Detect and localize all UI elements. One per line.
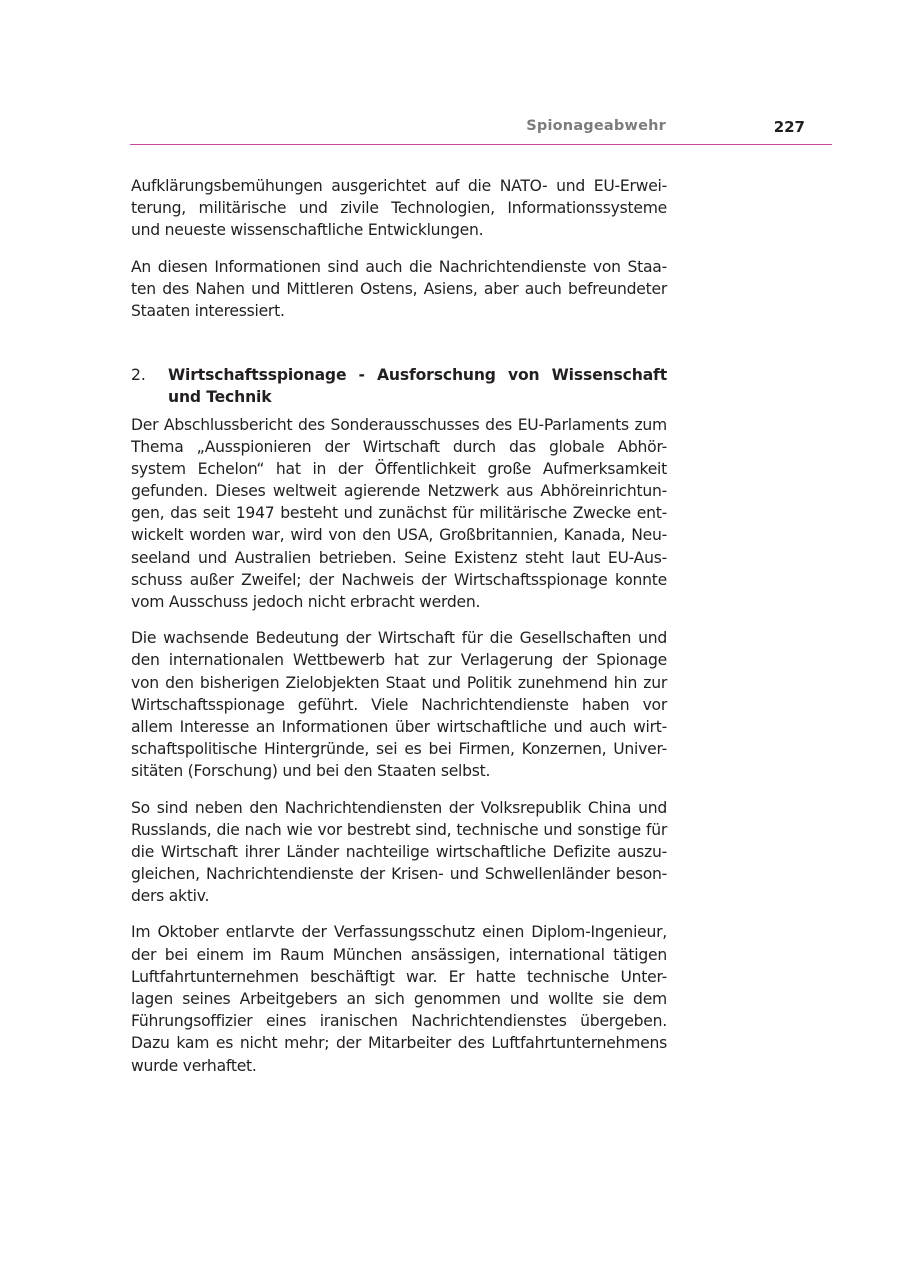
text-line: und neueste wissenschaftliche Entwicklungen. — [131, 221, 484, 240]
text-line: Russlands, die nach wie vor bestrebt sind, technische und sonstige für — [131, 820, 667, 839]
text-line: sitäten (Forschung) und bei den Staaten selbst. — [131, 762, 491, 781]
text-line: von den bisherigen Zielobjekten Staat und Politik zunehmend hin zur — [131, 673, 667, 692]
text-line: So sind neben den Nachrichtendiensten der Volksrepublik China und — [131, 798, 667, 817]
text-line: die Wirtschaft ihrer Länder nachteilige wirtschaftliche Defizite auszu- — [131, 842, 667, 861]
section-title — [168, 364, 667, 408]
text-line: Der Abschlussbericht des Sonderausschusses des EU-Parlaments zum — [131, 415, 667, 434]
page-body — [131, 175, 667, 1091]
text-line: vom Ausschuss jedoch nicht erbracht werden. — [131, 593, 481, 611]
text-line: terung, militärische und zivile Technologien, Informationssysteme — [131, 199, 667, 218]
page-number: 227 — [773, 118, 805, 136]
text-line: Luftfahrtunternehmen beschäftigt war. Er hatte technische Unter- — [131, 967, 667, 986]
text-line: Wirtschaftsspionage geführt. Viele Nachrichtendienste haben vor — [131, 695, 667, 714]
text-line: Im Oktober entlarvte der Verfassungsschutz einen Diplom-Ingenieur, — [131, 923, 667, 942]
text-line: der bei einem im Raum München ansässigen, international tätigen — [131, 945, 667, 964]
text-line: wickelt worden war, wird von den USA, Großbritannien, Kanada, Neu- — [131, 526, 667, 545]
paragraph — [131, 797, 667, 908]
text-line: Aufklärungsbemühungen ausgerichtet auf die NATO- und EU-Erwei- — [131, 177, 667, 195]
intro-paragraphs — [131, 175, 667, 322]
running-header — [130, 118, 832, 145]
paragraph — [131, 414, 667, 614]
running-header-section-title: Spionageabwehr — [526, 118, 666, 134]
text-line: lagen seines Arbeitgebers an sich genommen und wollte sie dem — [131, 990, 667, 1008]
text-line: schuss außer Zweifel; der Nachweis der Wirtschaftsspionage konnte — [131, 570, 667, 589]
text-line: An diesen Informationen sind auch die Nachrichtendienste von Staa- — [131, 257, 667, 276]
section-heading — [131, 364, 667, 408]
text-line: schaftspolitische Hintergründe, sei es bei Firmen, Konzernen, Univer- — [131, 740, 667, 759]
section-paragraphs — [131, 414, 667, 1077]
text-line: Dazu kam es nicht mehr; der Mitarbeiter des Luftfahrtunternehmens — [131, 1034, 667, 1053]
text-line: Wirtschaftsspionage - Ausforschung von Wissenschaft — [168, 366, 667, 385]
text-line: ders aktiv. — [131, 887, 210, 906]
text-line: gefunden. Dieses weltweit agierende Netzwerk aus Abhöreinrichtun- — [131, 482, 667, 501]
paragraph — [131, 627, 667, 782]
text-line: den internationalen Wettbewerb hat zur Verlagerung der Spionage — [131, 651, 667, 670]
section-number: 2. — [131, 366, 146, 385]
text-line: allem Interesse an Informationen über wirtschaftliche und auch wirt- — [131, 717, 667, 736]
text-line: und Technik — [168, 388, 272, 407]
paragraph — [131, 256, 667, 323]
paragraph — [131, 175, 667, 242]
text-line: gen, das seit 1947 besteht und zunächst für militärische Zwecke ent- — [131, 504, 667, 523]
text-line: seeland und Australien betrieben. Seine Existenz steht laut EU-Aus- — [131, 548, 667, 567]
text-line: Führungsoffizier eines iranischen Nachrichtendienstes übergeben. — [131, 1012, 667, 1031]
text-line: system Echelon“ hat in der Öffentlichkeit große Aufmerksamkeit — [131, 459, 667, 478]
paragraph — [131, 921, 667, 1076]
text-line: Staaten interessiert. — [131, 301, 285, 320]
text-line: gleichen, Nachrichtendienste der Krisen- und Schwellenländer beson- — [131, 865, 667, 884]
text-line: ten des Nahen und Mittleren Ostens, Asiens, aber auch befreundeter — [131, 279, 667, 298]
text-line: Die wachsende Bedeutung der Wirtschaft für die Gesellschaften und — [131, 629, 667, 648]
text-line: Thema „Ausspionieren der Wirtschaft durch das globale Abhör- — [131, 437, 667, 456]
text-line: wurde verhaftet. — [131, 1056, 257, 1075]
